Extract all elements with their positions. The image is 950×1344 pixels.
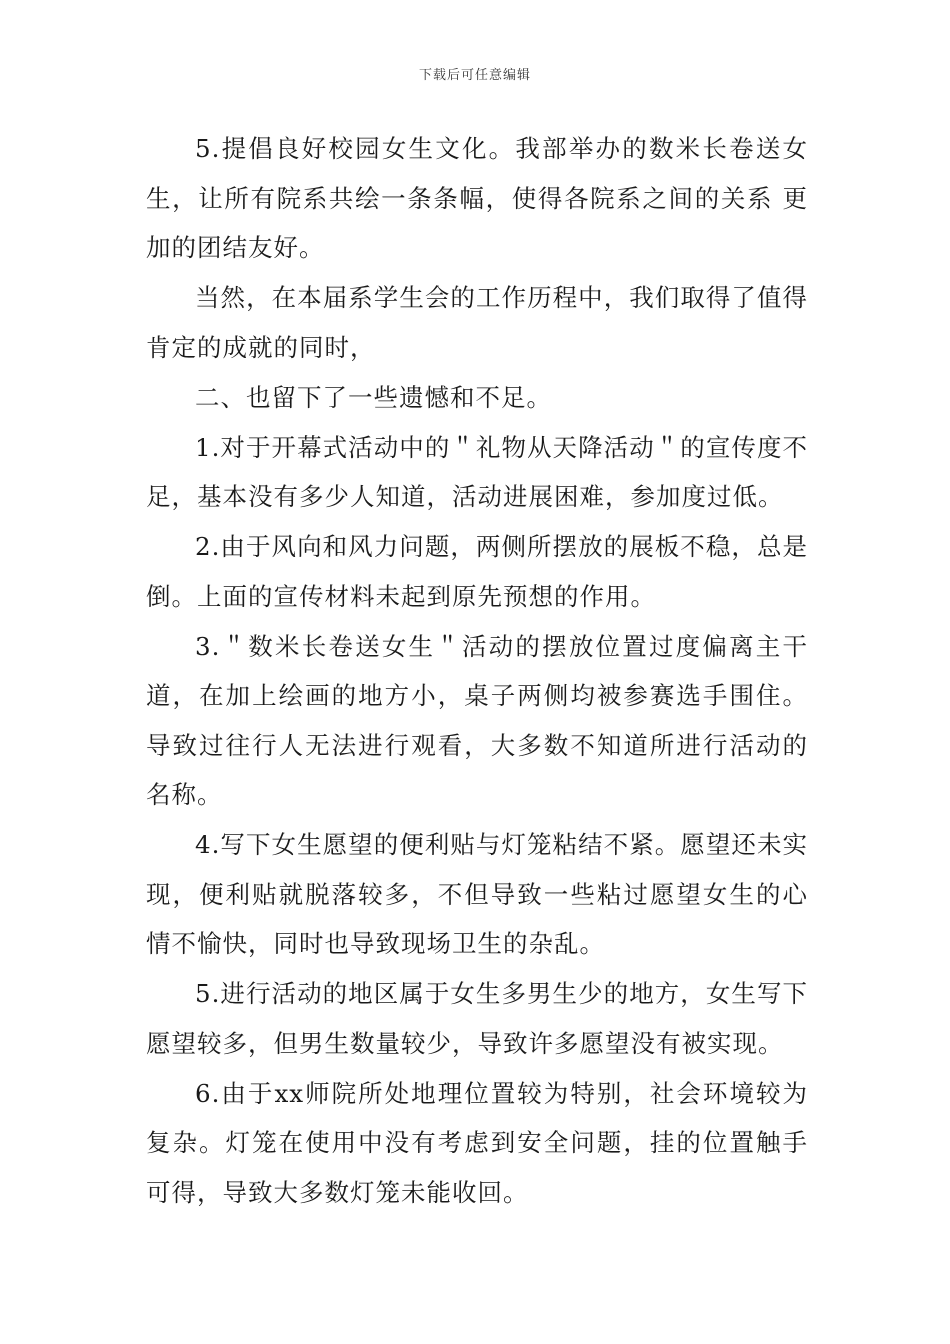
paragraph: 2.由于风向和风力问题，两侧所摆放的展板不稳，总是倒。上面的宣传材料未起到原先预想的作用。 — [146, 532, 808, 611]
document-body — [146, 124, 808, 1217]
paragraph: 1.对于开幕式活动中的＂礼物从天降活动＂的宣传度不足，基本没有多少人知道，活动进展困难，参加度过低。 — [146, 432, 808, 511]
page-header: 下载后可任意编辑 — [418, 68, 531, 83]
paragraph: 5.提倡良好校园女生文化。我部举办的数米长卷送女生，让所有院系共绘一条条幅，使得各院系之间的关系 更加的团结友好。 — [146, 134, 808, 262]
section-heading: 二、也留下了一些遗憾和不足。 — [195, 382, 552, 412]
paragraph: 3.＂数米长卷送女生＂活动的摆放位置过度偏离主干道，在加上绘画的地方小，桌子两侧均被参赛选手围住。导致过往行人无法进行观看，大多数不知道所进行活动的名称。 — [146, 631, 808, 809]
paragraph: 6.由于xx师院所处地理位置较为特别，社会环境较为复杂。灯笼在使用中没有考虑到安全问题，挂的位置触手可得，导致大多数灯笼未能收回。 — [146, 1078, 808, 1207]
paragraph: 5.进行活动的地区属于女生多男生少的地方，女生写下愿望较多，但男生数量较少，导致许多愿望没有被实现。 — [146, 979, 808, 1058]
paragraph: 当然，在本届系学生会的工作历程中，我们取得了值得肯定的成就的同时， — [146, 283, 808, 362]
paragraph: 4.写下女生愿望的便利贴与灯笼粘结不紧。愿望还未实现，便利贴就脱落较多，不但导致一些粘过愿望女生的心情不愉快，同时也导致现场卫生的杂乱。 — [146, 830, 808, 958]
